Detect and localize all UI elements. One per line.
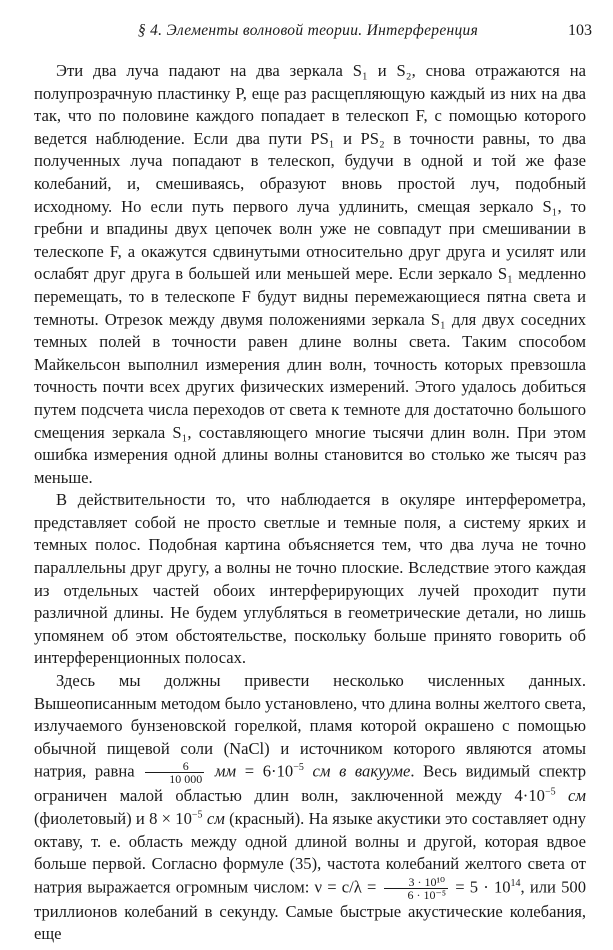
formula-lhs: ν = c/λ = xyxy=(314,877,382,897)
exponent: 14 xyxy=(510,877,521,889)
text-run: (фиолетовый) и 8 × 10 xyxy=(34,809,192,828)
text-run: = 6·10 xyxy=(236,761,294,781)
unit-cm: см xyxy=(206,809,225,828)
text-run: . Весь видимый спектр ограничен малой областью длин волн, заключенной между 4·10 xyxy=(34,761,586,806)
text-run: , или 500 триллионов колебаний в секунду. Самые быстрые акустические колебания, еще xyxy=(34,877,587,944)
unit-mm: мм xyxy=(214,761,237,781)
paragraph-2: В действительности то, что наблюдается в окуляре интерферометра, представляет собой не просто светлые и темные поля, а систему ярких и темных полос. Подобная картина объясняется тем, что два луча не точно параллельны друг другу, а волны не точно плоские. Вследствие этого каждая из отдельных частей обоих интерферирующих лучей проходит пути различной длины. Не будем углубляться в геометрические детали, но лишь упомянем об этом обстоятельстве, поскольку больше принято говорить об интерференционных полосах. xyxy=(34,490,586,668)
running-header xyxy=(28,22,592,46)
text-run: Здесь мы должны привести несколько численных данных. Вышеописанным методом было установлено, что длина волны желтого света, излучаемого бунзеновской горелкой, пламя которой окрашено с помощью обычной пищевой соли (NaCl) и источником которого являются атомы натрия, равна xyxy=(34,671,586,781)
paragraph-3 xyxy=(34,670,586,946)
paragraph-1: Эти два луча падают на два зеркала S₁ и S₂, снова отражаются на полупрозрачную пластинку P, еще раз расщепляющую каждый из них на два так, что по половине каждого попадает в телескоп F, с помощью которого ведется наблюдение. Если два пути PS₁ и PS₂ в точности равны, то два полученных луча попадают в телескоп, будучи в одной и той же фазе колебаний, и, смешиваясь, образуют вновь простой луч, подобный исходному. Но если путь первого луча удлинить, смещая зеркало S₁, то гребни и впадины двух цепочек волн уже не совпадут при смешивании в телескопе F, а окажутся сдвинутыми относительно друг друга и усилят или ослабят друг друга в большей или меньшей мере. Если зеркало S₁ медленно перемещать, то в телескопе F будут видны перемежающиеся пятна света и темноты. Отрезок между двумя положениями зеркала S₁ для двух соседних темных полей в точности равен длине волны света. Таким способом Майкельсон выполнил измерения длин волн, точность которых превзошла точность почти всех других физических измерений. Этого удалось добиться путем подсчета числа переходов от света к темноте для достаточно большого смещения зеркала S₁, составляющего многие тысячи длин волн. При этом ошибка измерения одной длины волны становится во столько же тысяч раз меньше. xyxy=(34,61,586,487)
fraction-wavelength xyxy=(145,760,204,785)
formula-rhs: = 5 · 10 xyxy=(450,877,511,897)
text-run: (красный). На языке акустики это составляет одну октаву, т. е. область между одной длиной волны и другой, которая вдвое больше первой. Согласно формуле (35), частота колебаний желтого света от натрия выражается огромным числом: xyxy=(34,809,586,897)
fraction-numerator: 3 · 10¹⁰ xyxy=(384,876,449,889)
fraction-denominator: 10 000 xyxy=(169,772,203,787)
page-body xyxy=(34,60,586,946)
section-title: § 4. Элементы волновой теории. Интерференция xyxy=(137,22,479,39)
unit-cm-vacuum: см в вакууме xyxy=(312,761,411,781)
fraction-frequency xyxy=(384,876,449,901)
exponent: −5 xyxy=(544,786,556,798)
unit-cm: см xyxy=(568,786,586,806)
page-number: 103 xyxy=(568,22,592,39)
fraction-denominator: 6 · 10⁻⁵ xyxy=(407,887,447,902)
exponent: −5 xyxy=(293,762,304,774)
exponent: −5 xyxy=(191,809,203,821)
fraction-numerator: 6 xyxy=(145,760,204,773)
